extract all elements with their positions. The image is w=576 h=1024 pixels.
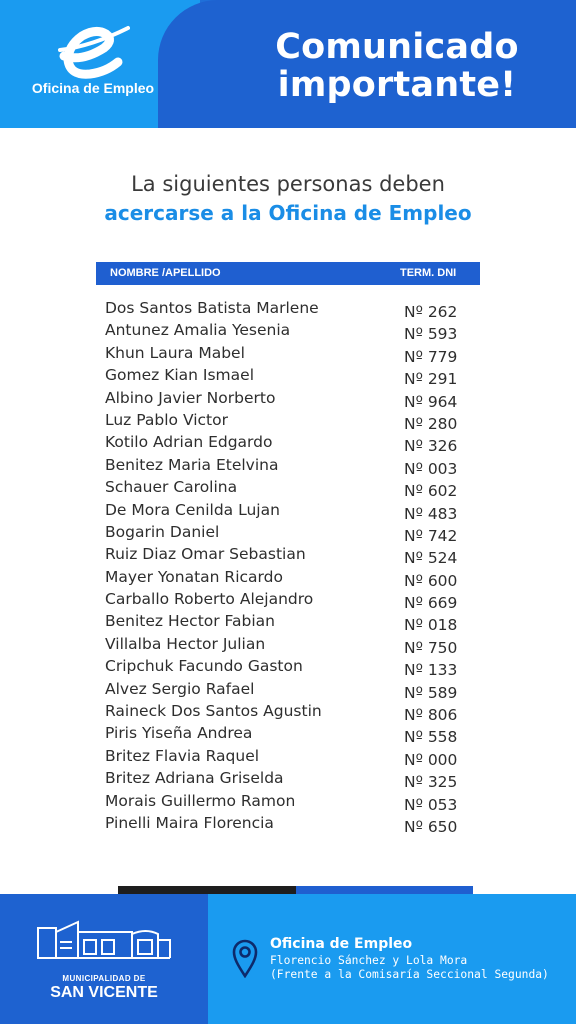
list-item — [0, 612, 576, 634]
divider-dark-segment — [118, 886, 296, 894]
person-name: Raineck Dos Santos Agustin — [105, 702, 322, 721]
footer-divider — [118, 886, 473, 894]
office-address: Florencio Sánchez y Lola Mora — [270, 954, 468, 967]
person-dni: Nº 558 — [404, 728, 458, 747]
person-dni: Nº 133 — [404, 661, 458, 680]
list-item — [0, 501, 576, 523]
intro-line-2: acercarse a la Oficina de Empleo — [104, 201, 472, 225]
person-name: Britez Flavia Raquel — [105, 746, 260, 765]
person-name: Schauer Carolina — [105, 478, 238, 497]
list-item — [0, 411, 576, 433]
person-dni: Nº 325 — [404, 773, 458, 792]
person-name: Benitez Maria Etelvina — [105, 455, 279, 474]
person-name: Alvez Sergio Rafael — [105, 679, 255, 698]
logo-text: Oficina de Empleo — [31, 80, 155, 96]
person-name: Villalba Hector Julian — [105, 634, 266, 653]
intro-line-1: La siguientes personas deben — [131, 172, 445, 196]
person-name: Morais Guillermo Ramon — [105, 791, 296, 810]
person-name: Carballo Roberto Alejandro — [105, 590, 314, 609]
person-dni: Nº 779 — [404, 347, 458, 366]
list-item — [0, 724, 576, 746]
person-dni: Nº 964 — [404, 392, 458, 411]
person-name: Khun Laura Mabel — [105, 343, 245, 362]
person-name: Albino Javier Norberto — [105, 388, 276, 407]
title-line-1: Comunicado — [275, 27, 519, 67]
person-name: Mayer Yonatan Ricardo — [105, 567, 283, 586]
person-name: Dos Santos Batista Marlene — [105, 299, 319, 317]
building-outline-icon — [36, 918, 172, 966]
person-name: Piris Yiseña Andrea — [105, 724, 253, 743]
list-item — [0, 568, 576, 590]
person-dni: Nº 600 — [404, 571, 458, 590]
e-logo-icon — [52, 22, 130, 82]
office-address-note: (Frente a la Comisaría Seccional Segunda) — [270, 968, 549, 981]
people-list — [0, 299, 576, 836]
person-name: De Mora Cenilda Lujan — [105, 500, 280, 519]
person-dni: Nº 589 — [404, 683, 458, 702]
person-dni: Nº 291 — [404, 370, 458, 389]
person-name: Gomez Kian Ismael — [105, 366, 254, 385]
list-item — [0, 478, 576, 500]
person-dni: Nº 003 — [404, 459, 458, 478]
person-name: Ruiz Diaz Omar Sebastian — [105, 545, 306, 564]
list-item — [0, 747, 576, 769]
list-item — [0, 366, 576, 388]
list-item — [0, 769, 576, 791]
person-dni: Nº 602 — [404, 482, 458, 501]
person-name: Pinelli Maira Florencia — [105, 813, 274, 832]
person-name: Britez Adriana Griselda — [105, 769, 284, 788]
list-item — [0, 456, 576, 478]
person-name: Antunez Amalia Yesenia — [105, 321, 291, 340]
person-dni: Nº 593 — [404, 325, 458, 344]
title-line-2: importante! — [277, 65, 517, 105]
person-dni: Nº 524 — [404, 549, 458, 568]
person-dni: Nº 053 — [404, 795, 458, 814]
list-item — [0, 635, 576, 657]
list-item — [0, 680, 576, 702]
person-dni: Nº 483 — [404, 504, 458, 523]
list-item — [0, 545, 576, 567]
list-item — [0, 814, 576, 836]
person-dni: Nº 000 — [404, 750, 458, 769]
person-dni: Nº 669 — [404, 594, 458, 613]
header — [0, 0, 576, 128]
list-item — [0, 792, 576, 814]
list-item — [0, 590, 576, 612]
municipality-label: MUNICIPALIDAD DE — [62, 974, 146, 983]
table-header — [96, 262, 480, 285]
person-dni: Nº 750 — [404, 638, 458, 657]
location-pin-icon — [231, 938, 259, 978]
footer-municipality-panel — [0, 894, 208, 1024]
person-name: Bogarin Daniel — [105, 522, 220, 541]
person-name: Kotilo Adrian Edgardo — [105, 433, 273, 452]
person-dni: Nº 650 — [404, 817, 458, 836]
person-dni: Nº 742 — [404, 526, 458, 545]
person-name: Benitez Hector Fabian — [105, 612, 276, 631]
list-item — [0, 702, 576, 724]
list-item — [0, 389, 576, 411]
office-title: Oficina de Empleo — [270, 936, 413, 952]
list-item — [0, 321, 576, 343]
footer — [0, 894, 576, 1024]
person-dni: Nº 806 — [404, 706, 458, 725]
list-item — [0, 344, 576, 366]
list-item — [0, 657, 576, 679]
list-item — [0, 433, 576, 455]
divider-blue-segment — [296, 886, 473, 894]
person-dni: Nº 326 — [404, 437, 458, 456]
person-dni: Nº 018 — [404, 616, 458, 635]
column-header-name: NOMBRE /APELLIDO — [110, 267, 221, 279]
person-dni: Nº 262 — [404, 303, 458, 321]
person-dni: Nº 280 — [404, 414, 458, 433]
list-item — [0, 523, 576, 545]
list-item — [0, 299, 576, 321]
column-header-dni: TERM. DNI — [400, 267, 457, 279]
municipality-name: SAN VICENTE — [50, 984, 158, 1001]
person-name: Cripchuk Facundo Gaston — [105, 657, 303, 676]
person-name: Luz Pablo Victor — [105, 410, 228, 429]
page-title — [232, 28, 562, 104]
